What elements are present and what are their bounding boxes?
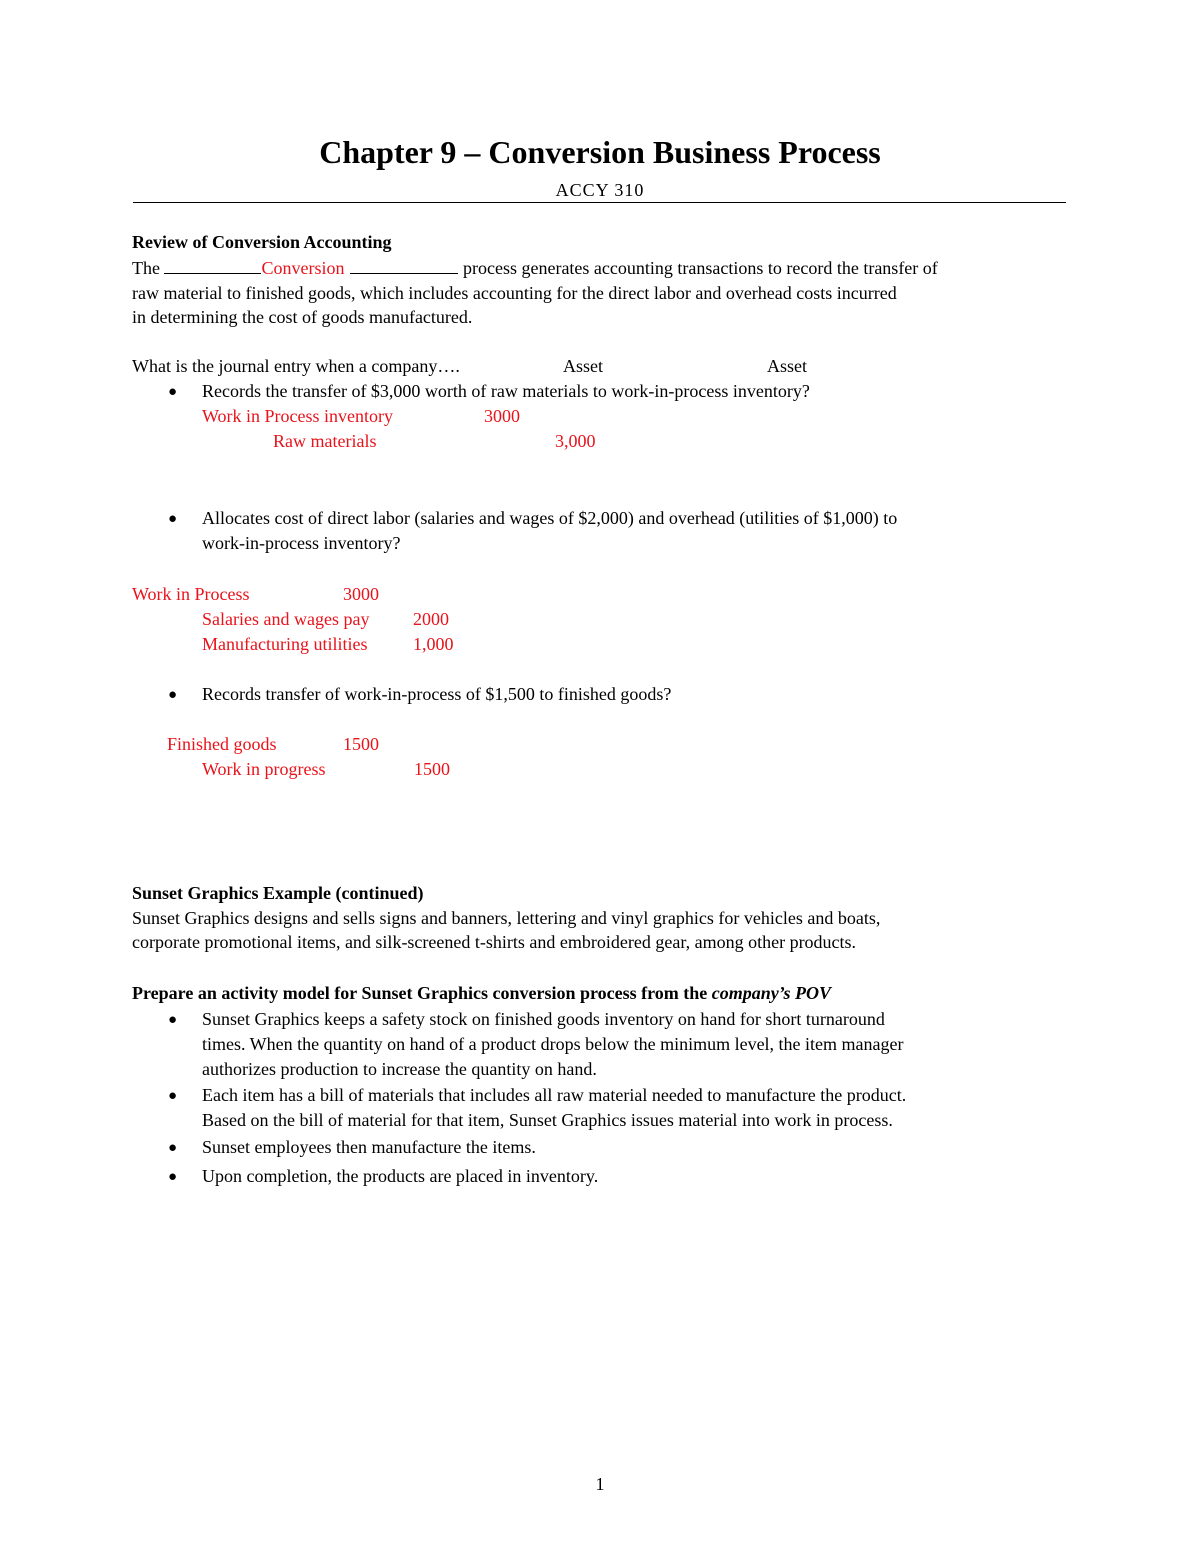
q1-credit-account: Raw materials [273,431,377,451]
q2-credit1-account: Salaries and wages pay [202,609,370,629]
example-heading: Sunset Graphics Example (continued) [132,883,424,903]
page-title: Chapter 9 – Conversion Business Process [319,134,881,170]
activity-heading [132,981,831,1005]
q1-credit-amount: 3,000 [555,431,596,451]
bullet-icon: ● [168,511,178,527]
activity-heading-emphasis: company’s POV [711,983,831,1003]
q1-debit-amount: 3000 [484,406,520,426]
activity-bullet-2-line1: Each item has a bill of materials that includes all raw material needed to manufacture the product. [202,1085,907,1105]
bullet-icon: ● [168,1169,178,1185]
activity-bullet-4: Upon completion, the products are placed in inventory. [202,1166,599,1186]
review-paragraph-line1 [132,255,938,280]
q2-credit2-amount: 1,000 [413,634,454,654]
q3-credit-account: Work in progress [202,759,326,779]
bullet-icon: ● [168,1012,178,1028]
activity-bullet-1-line1: Sunset Graphics keeps a safety stock on finished goods inventory on hand for short turnaround [202,1009,885,1029]
column-label-asset-2: Asset [767,356,807,376]
example-line2: corporate promotional items, and silk-screened t-shirts and embroidered gear, among other products. [132,932,857,952]
journal-question: What is the journal entry when a company…. [132,356,460,376]
activity-bullet-3: Sunset employees then manufacture the items. [202,1137,536,1157]
journal-item-3: Records transfer of work-in-process of $1,500 to finished goods? [202,684,672,704]
activity-bullet-2-line2: Based on the bill of material for that item, Sunset Graphics issues material into work in process. [202,1110,893,1130]
review-line1-post: process generates accounting transactions to record the transfer of [458,258,938,278]
q3-debit-account: Finished goods [167,734,277,754]
fill-in-answer: Conversion [261,258,345,278]
fill-blank-right [350,255,458,274]
bullet-icon: ● [168,687,178,703]
activity-heading-text: Prepare an activity model for Sunset Graphics conversion process from the [132,983,712,1003]
q2-credit2-account: Manufacturing utilities [202,634,368,654]
page-number: 1 [595,1474,605,1494]
q2-debit-amount: 3000 [343,584,379,604]
fill-blank-left [164,255,261,274]
journal-item-1: Records the transfer of $3,000 worth of raw materials to work-in-process inventory? [202,381,810,401]
review-paragraph-line2: raw material to finished goods, which includes accounting for the direct labor and overhead costs incurred [132,283,897,303]
column-label-asset-1: Asset [563,356,603,376]
journal-item-2-line2: work-in-process inventory? [202,533,401,553]
title-divider [133,202,1066,203]
q3-debit-amount: 1500 [343,734,379,754]
review-heading: Review of Conversion Accounting [132,232,392,252]
activity-bullet-1-line3: authorizes production to increase the quantity on hand. [202,1059,597,1079]
bullet-icon: ● [168,384,178,400]
q2-debit-account: Work in Process [132,584,250,604]
course-code: ACCY 310 [555,180,645,200]
review-paragraph-line3: in determining the cost of goods manufactured. [132,307,473,327]
example-line1: Sunset Graphics designs and sells signs and banners, lettering and vinyl graphics for vehicles and boats, [132,908,881,928]
journal-item-2-line1: Allocates cost of direct labor (salaries and wages of $2,000) and overhead (utilities of $1,000) to [202,508,898,528]
q3-credit-amount: 1500 [414,759,450,779]
q2-credit1-amount: 2000 [413,609,449,629]
q1-debit-account: Work in Process inventory [202,406,394,426]
bullet-icon: ● [168,1140,178,1156]
review-line1-pre: The [132,258,165,278]
activity-bullet-1-line2: times. When the quantity on hand of a product drops below the minimum level, the item manager [202,1034,904,1054]
bullet-icon: ● [168,1088,178,1104]
